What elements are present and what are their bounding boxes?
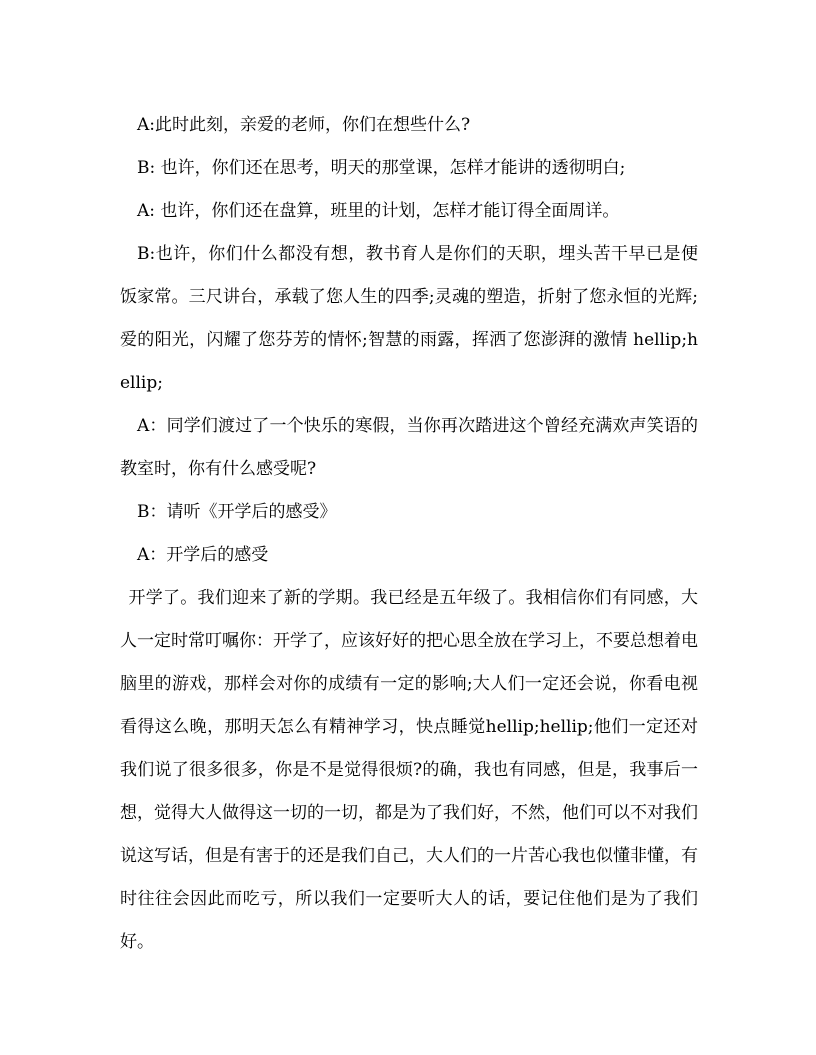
document-body xyxy=(120,104,698,964)
paragraph-4: B:也许，你们什么都没有想，教书育人是你们的天职，埋头苦干早已是便饭家常。三尺讲台，承载了您人生的四季;灵魂的塑造，折射了您永恒的光辉;爱的阳光，闪耀了您芬芳的情怀;智慧的雨露，挥洒了您澎湃的激情 hellip;hellip; xyxy=(120,244,698,393)
paragraph-1: A:此时此刻，亲爱的老师，你们在想些什么? xyxy=(137,115,471,135)
paragraph-7: A：开学后的感受 xyxy=(137,545,269,565)
paragraph-2: B: 也许，你们还在思考，明天的那堂课，怎样才能讲的透彻明白; xyxy=(137,158,626,178)
paragraph-8: 开学了。我们迎来了新的学期。我已经是五年级了。我相信你们有同感，大人一定时常叮嘱你：开学了，应该好好的把心思全放在学习上，不要总想着电脑里的游戏，那样会对你的成绩有一定的影响;大人们一定还会说，你看电视看得这么晚，那明天怎么有精神学习，快点睡觉hellip;hellip;他们一定还对我们说了很多很多，你是不是觉得很烦?的确，我也有同感，但是，我事后一想，觉得大人做得这一切的一切，都是为了我们好，不然，他们可以不对我们说这写话，但是有害于的还是我们自己，大人们的一片苦心我也似懂非懂，有时往往会因此而吃亏，所以我们一定要听大人的话，要记住他们是为了我们好。 xyxy=(120,588,698,952)
paragraph-3: A: 也许，你们还在盘算，班里的计划，怎样才能订得全面周详。 xyxy=(137,201,620,221)
paragraph-6: B：请听《开学后的感受》 xyxy=(137,502,337,522)
paragraph-5: A：同学们渡过了一个快乐的寒假，当你再次踏进这个曾经充满欢声笑语的教室时，你有什么感受呢? xyxy=(120,416,698,479)
